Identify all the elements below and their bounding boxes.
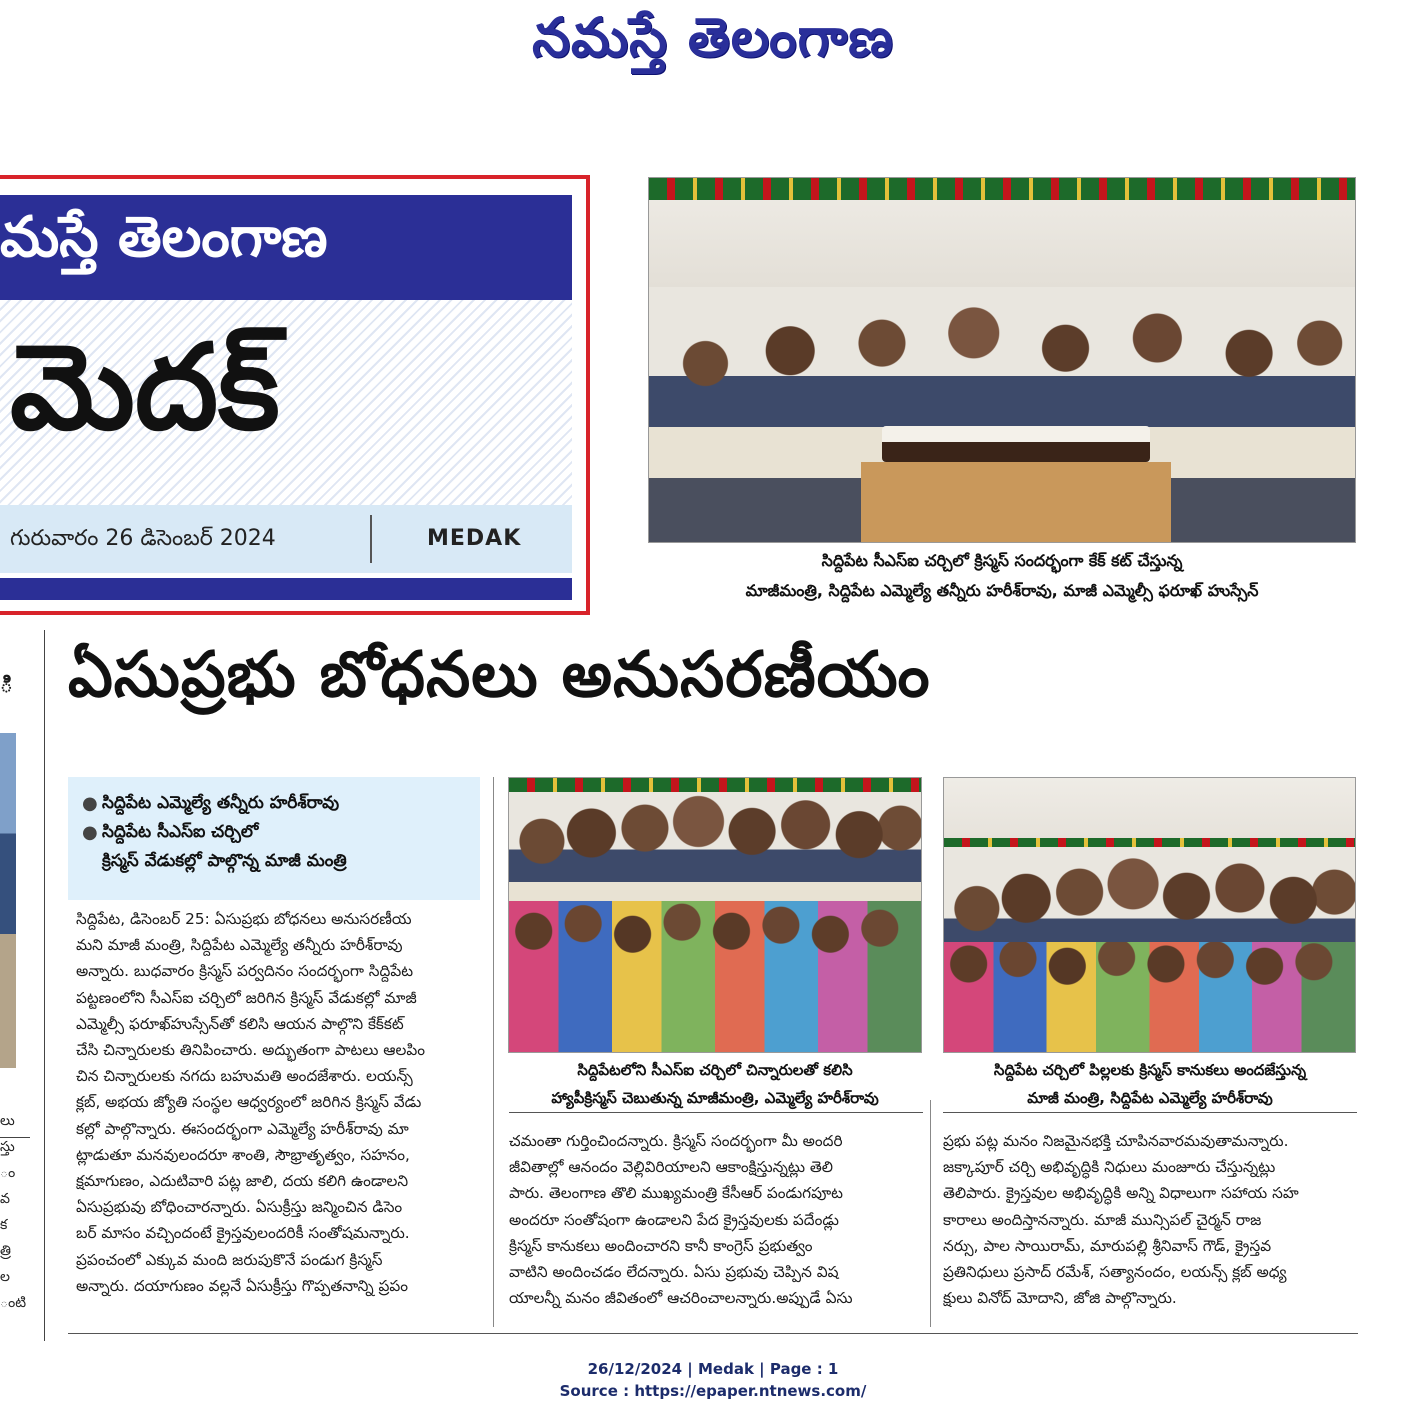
column-rule	[493, 777, 494, 1327]
caption-line: హ్యాపీక్రిస్మస్ చెబుతున్న మాజీమంత్రి, ఎమ్మెల్యే హరీశ్‌రావు	[551, 1089, 879, 1107]
body-line: క్షులు వినోద్ మోదాని, జోజి పాల్గొన్నారు.	[943, 1289, 1177, 1308]
body-line: యాలన్నీ మనం జీవితంలో ఆచరించాలన్నారు.అప్పుడే ఏసు	[509, 1289, 853, 1308]
body-line: కారాలు అందిస్తానన్నారు. మాజీ మున్సిపల్ చైర్మన్ రాజ	[943, 1210, 1262, 1229]
caption-rule	[943, 1112, 1357, 1113]
highlight-text: సిద్దిపేట సీఎస్ఐ చర్చిలో	[102, 822, 259, 842]
highlight-continuation: క్రిస్మస్ వేడుకల్లో పాల్గొన్న మాజీ మంత్రి	[102, 851, 347, 871]
photo-caption-gift-distribution	[935, 1056, 1365, 1112]
body-line: చిన చిన్నారులకు నగదు బహుమతి అందజేశారు. లయన్స్	[76, 1067, 413, 1086]
highlight-item	[78, 789, 470, 818]
body-line: జక్కాపూర్ చర్చి అభివృద్ధికి నిధులు మంజూరు చేస్తున్నట్లు	[943, 1158, 1276, 1177]
left-fragment-line: ల	[0, 1269, 10, 1285]
body-line: పారు. తెలంగాణ తొలి ముఖ్యమంత్రి కేసీఆర్ పండుగపూట	[509, 1184, 843, 1203]
bullet-icon: ●	[82, 822, 98, 843]
edition-divider	[370, 515, 372, 563]
left-fragment-line: త్రి	[0, 1243, 11, 1259]
highlight-text: సిద్దిపేట ఎమ్మెల్యే తన్నీరు హరీశ్‌రావు	[102, 793, 340, 813]
body-line: సిద్దిపేట, డిసెంబర్ 25: ఏసుప్రభు బోధనలు అనుసరణీయ	[76, 910, 412, 928]
body-line: పట్టణంలోని సీఎస్ఐ చర్చిలో జరిగిన క్రిస్మస్ వేడుకల్లో మాజీ	[76, 988, 417, 1007]
left-fragment-line: ం	[0, 1165, 16, 1181]
edition-district-title: మెదక్	[10, 318, 280, 456]
left-fragment-line: స్తు	[0, 1139, 15, 1155]
left-fragment-heading-cut: ి	[0, 673, 13, 698]
column-rule	[930, 1100, 931, 1327]
body-line: ఏసుప్రభువు బోధించారన్నారు. ఏసుక్రీస్తు జన్మించిన డిసెం	[76, 1198, 403, 1217]
caption-line: సిద్దిపేట సీఎస్ఐ చర్చిలో క్రిస్మస్ సందర్భంగా కేక్ కట్ చేస్తున్న	[821, 551, 1183, 570]
photo-gift-distribution	[943, 777, 1356, 1053]
article-bottom-rule	[68, 1333, 1358, 1334]
highlight-item	[78, 818, 470, 847]
body-line: అందరూ సంతోషంగా ఉండాలని పేద క్రైస్తవులకు పదేండ్లు	[509, 1210, 839, 1229]
photo-caption-main	[648, 546, 1356, 606]
body-line: క్షమాగుణం, ఎదుటివారి పట్ల జాలి, దయ కలిగి ఉండాలని	[76, 1172, 409, 1191]
article-column-1	[76, 906, 486, 1299]
caption-line: మాజీ మంత్రి, సిద్దిపేట ఎమ్మెల్యే హరీశ్‌రావు	[1027, 1089, 1273, 1107]
body-line: చమంతా గుర్తించిందన్నారు. క్రిస్మస్ సందర్భంగా మీ అందరి	[509, 1132, 843, 1150]
column-rule-left	[44, 630, 45, 1341]
left-fragment-line: లు	[0, 1113, 15, 1129]
body-line: క్లబ్, అభయ జ్యోతి సంస్థల ఆధ్వర్యంలో జరిగిన క్రిస్మస్ వేడు	[76, 1093, 422, 1112]
edition-date: గురువారం 26 డిసెంబర్ 2024	[10, 526, 276, 551]
body-line: ఎమ్మెల్సీ ఫరూఖ్‌హుస్సేన్‌తో కలిసి ఆయన పాల్గొని కేక్‌కట్	[76, 1014, 404, 1033]
photo-children-group	[508, 777, 922, 1053]
body-line: క్రిస్మస్ కానుకలు అందించారని కానీ కాంగ్రెస్ ప్రభుత్వం	[509, 1236, 813, 1255]
masthead-logo: నమస్తే తెలంగాణ	[532, 6, 894, 69]
footer-source-link[interactable]: Source : https://epaper.ntnews.com/	[559, 1382, 867, 1400]
page-footer	[0, 1358, 1426, 1402]
body-line: ప్రతినిధులు ప్రసాద్ రమేశ్, సత్యానందం, లయన్స్ క్లబ్ అధ్య	[943, 1263, 1287, 1282]
left-fragment-photo	[0, 733, 16, 1068]
body-line: చేసి చిన్నారులకు తినిపించారు. అద్భుతంగా పాటలు ఆలపిం	[76, 1041, 425, 1060]
body-line: ప్రభు పట్ల మనం నిజమైనభక్తి చూపినవారమవుతామన్నారు.	[943, 1132, 1289, 1150]
footer-edition-info: 26/12/2024 | Medak | Page : 1	[587, 1360, 839, 1378]
article-column-3	[943, 1128, 1357, 1311]
photo-cake-cutting	[648, 177, 1356, 543]
left-fragment-line: క	[0, 1217, 8, 1233]
body-line: బర్ మాసం వచ్చిందంటే క్రైస్తవులందరికీ సంతోషమన్నారు.	[76, 1224, 410, 1243]
article-headline: ఏసుప్రభు బోధనలు అనుసరణీయం	[68, 638, 931, 711]
body-line: అన్నారు. దయాగుణం వల్లనే ఏసుక్రీస్తు గొప్పతనాన్ని ప్రపం	[76, 1276, 409, 1295]
photo-caption-children-group	[500, 1056, 930, 1112]
body-line: జీవితాల్లో ఆనందం వెల్లివిరియాలని ఆకాంక్షిస్తున్నట్లు తెలి	[509, 1158, 833, 1177]
caption-rule	[509, 1112, 923, 1113]
caption-line: మాజీమంత్రి, సిద్దిపేట ఎమ్మెల్యే తన్నీరు హరీశ్‌రావు, మాజీ ఎమ్మెల్సీ ఫరూఖ్ హుస్సేన్	[745, 581, 1259, 600]
caption-line: సిద్దిపేటలోని సీఎస్ఐ చర్చిలో చిన్నారులతో కలిసి	[577, 1061, 853, 1079]
bullet-icon: ●	[82, 793, 98, 814]
body-line: కల్లో పాల్గొన్నారు. ఈసందర్భంగా ఎమ్మెల్యే హరీశ్‌రావు మా	[76, 1119, 409, 1138]
article-highlights	[68, 777, 480, 900]
body-line: వాటిని అందించడం లేదన్నారు. ఏసు ప్రభువు చెప్పిన విష	[509, 1263, 839, 1282]
left-fragment-rule	[0, 1137, 30, 1138]
edition-bottom-band	[0, 578, 572, 600]
edition-label: MEDAK	[427, 526, 522, 551]
body-line: నర్సు, పాల సాయిరామ్, మారుపల్లి శ్రీనివాస్ గౌడ్, క్రైస్తవ	[943, 1236, 1272, 1255]
body-line: అన్నారు. బుధవారం క్రిస్మస్ పర్వదినం సందర్భంగా సిద్దిపేట	[76, 962, 414, 981]
article-column-2	[509, 1128, 923, 1311]
left-fragment-text	[0, 1108, 26, 1316]
left-fragment-line: వ	[0, 1191, 10, 1207]
body-line: ప్రపంచంలో ఎక్కువ మంది జరుపుకొనే పండుగ క్రిస్మస్	[76, 1250, 383, 1269]
caption-line: సిద్దిపేట చర్చిలో పిల్లలకు క్రిస్మస్ కానుకలు అందజేస్తున్న	[993, 1061, 1307, 1079]
body-line: తెలిపారు. క్రైస్తవుల అభివృద్ధికి అన్ని విధాలుగా సహాయ సహ	[943, 1184, 1299, 1203]
body-line: మని మాజీ మంత్రి, సిద్దిపేట ఎమ్మెల్యే తన్నీరు హరీశ్‌రావు	[76, 936, 403, 955]
body-line: ట్లాడుతూ మనవులందరూ శాంతి, సౌభ్రాతృత్వం, సహనం,	[76, 1145, 410, 1164]
edition-brand: మస్తే తెలంగాణ	[0, 205, 328, 270]
left-fragment-line: ంటి	[0, 1295, 26, 1311]
